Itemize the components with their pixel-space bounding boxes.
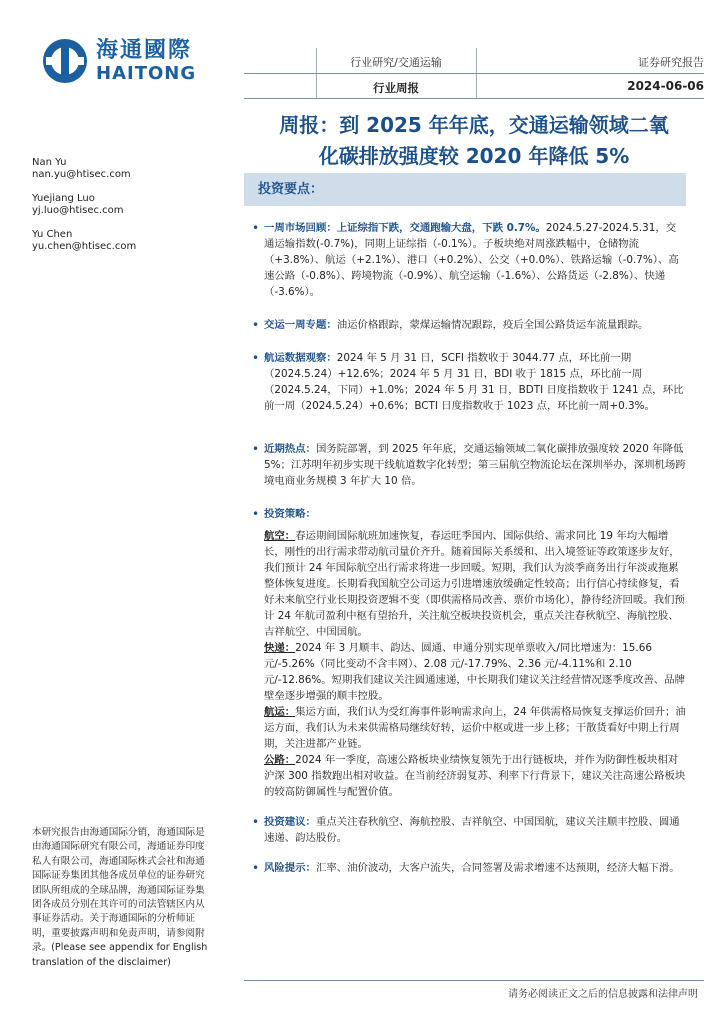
bullet-text: 国务院部署，到 2025 年年底，交通运输领域二氧化碳排放强度较 2020 年降低 5%；江苏明年初步实现干线航道数字化转型；第三届航空物流论坛在深圳举办，深圳机场跨境电商业务规模 3 年扩大 10 倍。	[264, 443, 686, 487]
bullet-text: 油运价格跟踪，蒙煤运输情况跟踪，疫后全国公路货运车流量跟踪。	[336, 319, 649, 331]
sub-keyword: 航运：	[264, 706, 296, 718]
strategy-road	[244, 752, 686, 800]
logo-cn-text: 海通國際	[96, 38, 193, 63]
author-email[interactable]: yu.chen@htisec.com	[32, 241, 137, 252]
bullet-text: 汇率、油价波动，大客户流失，合同签署及需求增速不达预期，经济大幅下滑。	[315, 862, 680, 874]
haitong-logo-icon	[42, 38, 88, 84]
author	[32, 157, 212, 181]
highlights-body	[244, 220, 686, 876]
author-email[interactable]: yj.luo@htisec.com	[32, 205, 124, 216]
strategy-aviation	[244, 528, 686, 640]
strategy-express	[244, 640, 686, 704]
bullet-text: 2024.5.27-2024.5.31，交通运输指数(-0.7%)，同期上证综指（-0.1%）。子板块绝对周涨跌幅中，仓储物流（+3.8%）、航运（+2.1%）、港口（+0.2%）、公交（+0.0%）、铁路运输（-0.7%）、高速公路（-0.8%）、跨境物流（-0.9%）、航空运输（-1.6%）、公路货运（-2.8%）、快递（-3.6%）。	[264, 222, 679, 298]
logo-en-text: HAITONG	[96, 63, 197, 84]
bullet-hot-topics	[244, 441, 686, 489]
author	[32, 193, 212, 217]
sub-keyword: 公路：	[264, 754, 296, 766]
bullet-keyword: 风险提示：	[264, 862, 316, 874]
report-title	[244, 110, 704, 172]
sub-keyword: 航空：	[264, 530, 296, 542]
bullet-shipping-data	[244, 350, 686, 414]
bullet-risk	[244, 860, 686, 876]
disclaimer: 本研究报告由海通国际分销，海通国际是由海通国际研究有限公司，海通证券印度私人有限公司，海通国际株式会社和海通国际证券集团其他各成员单位的证券研究团队所组成的全球品牌，海通国际证券集团各成员分别在其许可的司法管辖区内从事证券活动。关于海通国际的分析师证明，重要披露声明和免责声明，请参阅附录。(Please see appendix for English translation of the disclaimer)	[32, 827, 208, 968]
author-name: Yu Chen	[32, 229, 73, 240]
report-kind: 证券研究报告	[638, 56, 704, 69]
report-date: 2024-06-06	[627, 79, 704, 93]
title-line-1: 周报：到 2025 年年底，交通运输领域二氧	[279, 113, 669, 137]
sub-keyword: 快递：	[264, 642, 296, 654]
bullet-keyword: 投资策略：	[264, 508, 316, 520]
sub-text: 2024 年 3 月顺丰、韵达、圆通、申通分别实现单票收入/同比增速为：15.66 元/-5.26%（同比变动不含丰网）、2.08 元/-17.79%、2.36 元/-4.11%和 2.10 元/-12.86%。短期我们建议关注圆通速递，中长期我们建议关注经营情况逐季度改善、品牌壁垒逐步增强的顺丰控股。	[264, 642, 685, 702]
report-category: 行业研究/交通运输	[350, 56, 442, 69]
author-email[interactable]: nan.yu@htisec.com	[32, 169, 131, 180]
sub-text: 春运期间国际航班加速恢复，春运旺季国内、国际供给、需求同比 19 年均大幅增长，刚性的出行需求带动航司量价齐升。随着国际关系缓和、出入境签证等政策逐步友好，我们预计 24 年国际航空出行需求将进一步回暖。短期，我们认为淡季商务出行年淡或拖累整体恢复进度。长期看我国航空公司运力引进增速放缓确定性较高；出行信心持续修复，看好未来航空行业长期投资逻辑不变（即供需格局改善、票价市场化），静待经济回暖。我们预计 24 年航司盈利中枢有望抬升，关注航空板块投资机会，重点关注春秋航空、海航控股、吉祥航空、中国国航。	[264, 530, 685, 638]
header-rule	[244, 73, 704, 74]
sub-text: 集运方面，我们认为受红海事件影响需求向上，24 年供需格局恢复支撑运价回升；油运方面，我们认为未来供需格局继续好转，运价中枢或进一步上移；干散货看好中期上行周期，关注进都产业链。	[264, 706, 686, 750]
bullet-keyword: 近期热点：	[264, 443, 316, 455]
author-name: Nan Yu	[32, 157, 67, 168]
bullet-market-review	[244, 220, 686, 300]
report-type: 行业周报	[373, 81, 419, 95]
bullet-keyword: 一周市场回顾：上证综指下跌，交通跑输大盘，下跌 0.7%。	[264, 222, 546, 234]
bullet-weekly-topic	[244, 317, 686, 333]
bullet-keyword: 航运数据观察：	[264, 352, 337, 364]
header-rule	[244, 98, 704, 99]
bullet-keyword: 交运一周专题：	[264, 319, 337, 331]
bullet-text: 2024 年 5 月 31 日，SCFI 指数收于 3044.77 点，环比前一期（2024.5.24）+12.6%；2024 年 5 月 31 日，BDI 收于 1815 点，环比前一周（2024.5.24，下同）+1.0%；2024 年 5 月 31 日，BDTI 日度指数收于 1241 点，环比前一周（2024.5.24）+0.6%；BCTI 日度指数收于 1023 点，环比前一周+0.3%。	[264, 352, 684, 412]
author-list	[32, 157, 212, 265]
title-line-2: 化碳排放强度较 2020 年降低 5%	[318, 144, 630, 168]
strategy-shipping	[244, 704, 686, 752]
sub-text: 2024 年一季度，高速公路板块业绩恢复领先于出行链板块，并作为防御性板块相对沪深 300 指数跑出相对收益。在当前经济弱复苏、利率下行背景下，建议关注高速公路板块的较高防御属性与配置价值。	[264, 754, 686, 798]
bullet-strategy	[244, 506, 686, 522]
company-logo	[42, 38, 196, 84]
bullet-keyword: 投资建议：	[264, 816, 316, 828]
bullet-text: 重点关注春秋航空、海航控股、吉祥航空、中国国航，建议关注顺丰控股、圆通速递、韵达股份。	[264, 816, 680, 844]
author	[32, 229, 212, 253]
author-name: Yuejiang Luo	[32, 193, 95, 204]
footer-note: 请务必阅读正文之后的信息披露和法律声明	[508, 989, 698, 1000]
bullet-recommendation	[244, 814, 686, 846]
footer-rule	[244, 980, 704, 981]
section-header: 投资要点：	[244, 173, 686, 206]
